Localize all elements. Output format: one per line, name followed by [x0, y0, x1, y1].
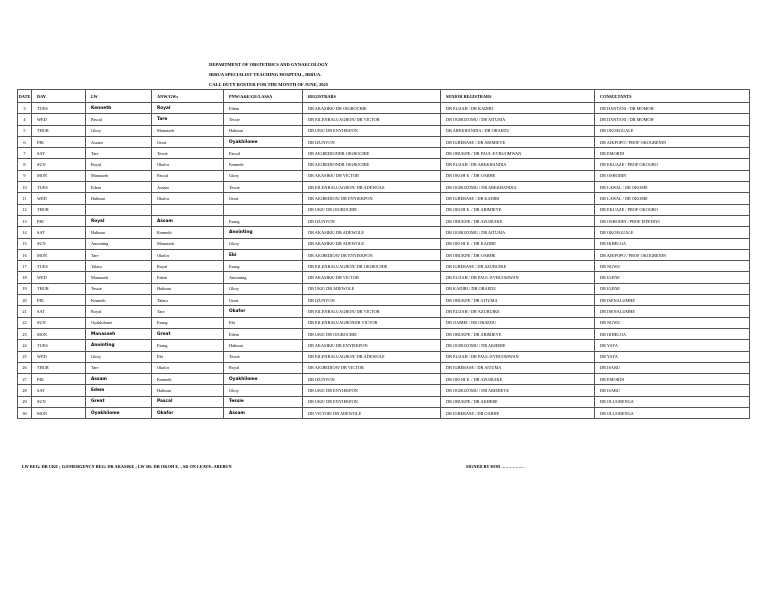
pnw-cell: Glory — [224, 170, 303, 181]
lw-cell: Tare — [86, 249, 152, 260]
pnw-cell: Tessie — [224, 182, 303, 193]
day-cell: SAT — [32, 148, 86, 159]
table-row — [18, 340, 750, 351]
lw-cell: Oyakhilome — [86, 408, 152, 419]
lw-cell: Manasseh — [86, 170, 152, 181]
column-header: LW — [86, 90, 152, 103]
pnw-cell: Tessie — [224, 114, 303, 125]
lw-cell: Manasseh — [86, 328, 152, 339]
senior-registrars-cell: DR OGBOZOMU / DR AKHERE — [441, 340, 595, 351]
lw-cell: Anointing — [86, 340, 152, 351]
consultants-cell: DR IKHELOA — [595, 328, 750, 339]
table-row — [18, 103, 750, 114]
table-row — [18, 114, 750, 125]
registrars-cell: DR UKE/ DR OIGBOCHIE — [303, 204, 441, 215]
consultants-cell: DR DANTANI / DR MOMOH — [595, 103, 750, 114]
senior-registrars-cell: DR OKOH E. / DR AZUBUIKE — [441, 374, 595, 385]
date-cell: 23 — [18, 328, 32, 339]
pnw-cell: Oyakhilome — [224, 374, 303, 385]
day-cell: SUN — [32, 159, 86, 170]
registrars-cell: DR EILENBALUAGBON/ DR VICTOR — [303, 114, 441, 125]
senior-registrars-cell: DR OKOH E. / DR KADIRI — [441, 238, 595, 249]
day-cell: THUR — [32, 362, 86, 373]
consultants-cell: DR NGWU — [595, 261, 750, 272]
day-cell: SAT — [32, 306, 86, 317]
day-cell: MON — [32, 249, 86, 260]
consultants-cell: DR OSHODIN — [595, 170, 750, 181]
table-row — [18, 272, 750, 283]
consultants-cell: DR NGWU — [595, 317, 750, 328]
date-cell: 8 — [18, 159, 32, 170]
table-row — [18, 283, 750, 294]
day-cell: WED — [32, 193, 86, 204]
day-cell: WED — [32, 272, 86, 283]
date-cell: 11 — [18, 193, 32, 204]
duty-roster-table — [17, 89, 750, 419]
lw-cell: Edem — [86, 182, 152, 193]
lw-cell: Tare — [86, 362, 152, 373]
pnw-cell: Kenneth — [224, 159, 303, 170]
consultants-cell: DR DANTANI / DR MOMOH — [595, 114, 750, 125]
senior-registrars-cell: DR ELIJAH / DR PAUL-EVBUOMWAN — [441, 351, 595, 362]
pnw-cell: Glory — [224, 238, 303, 249]
date-cell: 12 — [18, 204, 32, 215]
consultants-cell: DR EKUAZE / PROF OKOGBO — [595, 204, 750, 215]
anw-cell: Tare — [152, 306, 224, 317]
consultants-cell: DR EMORDI — [595, 374, 750, 385]
date-cell: 14 — [18, 227, 32, 238]
senior-registrars-cell: DR OBUKPE / DR AITUMA — [441, 295, 595, 306]
day-cell: TUES — [32, 340, 86, 351]
senior-registrars-cell: DR IGBERASE / DR AZUBUIKE — [441, 261, 595, 272]
pnw-cell: Anointing — [224, 272, 303, 283]
anw-cell: Esang — [152, 340, 224, 351]
date-cell: 25 — [18, 351, 32, 362]
registrars-cell: DR IZUNYON — [303, 295, 441, 306]
senior-registrars-cell: DR KADIRI / DR ORAEDU — [441, 283, 595, 294]
pnw-cell: Ebi — [224, 249, 303, 260]
pnw-cell: Oyakhilome — [224, 136, 303, 147]
footer-notes: LW REG: DR UKE ; G/EMERGENCY REG: DR AKASIKE ; LW SR: DR OKOH E. ; SR ON LEAVE: AREBUN — [22, 464, 232, 469]
pnw-cell: Esang — [224, 215, 303, 226]
anw-cell: Manasseh — [152, 238, 224, 249]
senior-registrars-cell: DR ELIJAH / DR AZUBUIKE — [441, 306, 595, 317]
lw-cell: Royal — [86, 306, 152, 317]
day-cell: FRI — [32, 295, 86, 306]
date-cell: 13 — [18, 215, 32, 226]
consultants-cell: DR EMORDI — [595, 148, 750, 159]
hospital-name: IRRUA SPECIALIST TEACHING HOSPITAL, IRRUA. — [209, 72, 322, 77]
consultants-cell: DR AIKPOPO / PROF OKOGBENIN — [595, 136, 750, 147]
registrars-cell: DR AIGBEDIONDR OIGBOCHIE — [303, 159, 441, 170]
anw-cell: Okafor — [152, 159, 224, 170]
lw-cell: Kenneth — [86, 103, 152, 114]
anw-cell: Royal — [152, 261, 224, 272]
column-header: PNW/A&E/GE/LASSA — [224, 90, 303, 103]
table-row — [18, 362, 750, 373]
consultants-cell: DR ISENALUMHE — [595, 306, 750, 317]
anw-cell: Manasseh — [152, 125, 224, 136]
table-row — [18, 136, 750, 147]
table-row — [18, 261, 750, 272]
anw-cell: Ebi — [152, 351, 224, 362]
document-header — [209, 60, 328, 90]
registrars-cell: DR EILENBALUAGBON/ DR ADEWOLE — [303, 182, 441, 193]
consultants-cell: DR LAWAL / DR OKOME — [595, 182, 750, 193]
anw-cell: Tare — [152, 114, 224, 125]
table-row — [18, 328, 750, 339]
lw-cell — [86, 204, 152, 215]
senior-registrars-cell: DR OGBOZOMU / DR AREKHANDIA — [441, 182, 595, 193]
day-cell: TUES — [32, 182, 86, 193]
senior-registrars-cell: DR OBUKPE / DR ARIMIEYE — [441, 328, 595, 339]
anw-cell: Great — [152, 328, 224, 339]
pnw-cell: Great — [224, 295, 303, 306]
day-cell: MON — [32, 170, 86, 181]
senior-registrars-cell: DR IGBERASE / DR AITUMA — [441, 362, 595, 373]
anw-cell: Talatu — [152, 295, 224, 306]
pnw-cell: Royal — [224, 362, 303, 373]
day-cell: WED — [32, 351, 86, 362]
anw-cell: Assam — [152, 215, 224, 226]
anw-cell: Assam — [152, 182, 224, 193]
date-cell: 9 — [18, 170, 32, 181]
column-header: REGISTRARS — [303, 90, 441, 103]
pnw-cell: Okafor — [224, 306, 303, 317]
day-cell: SUN — [32, 396, 86, 407]
registrars-cell: DR EILENBALUAGBONDR VICTOR — [303, 317, 441, 328]
day-cell: FRI — [32, 215, 86, 226]
pnw-cell: Tessie — [224, 396, 303, 407]
registrars-cell: DR EILENBALUAGBON/ DR ADEWOLE — [303, 351, 441, 362]
lw-cell: Royal — [86, 215, 152, 226]
column-header: SENIOR REGISTRARS — [441, 90, 595, 103]
senior-registrars-cell: DR IGBERASE / DR OARHE — [441, 408, 595, 419]
pnw-cell: Ebi — [224, 317, 303, 328]
anw-cell: Kenneth — [152, 374, 224, 385]
table-row — [18, 238, 750, 249]
senior-registrars-cell: DR OKOH E. / DR OARHE — [441, 170, 595, 181]
registrars-cell: DR AKASIKE/ DR ADEWOLE — [303, 227, 441, 238]
registrars-cell: DR AIGBEDION/ DR ENYIEKPON — [303, 193, 441, 204]
date-cell: 4 — [18, 114, 32, 125]
table-body — [18, 103, 750, 419]
department-title: DEPARTMENT OF OBSTETRICS AND GYNAECOLOGY — [209, 62, 328, 67]
date-cell: 17 — [18, 261, 32, 272]
lw-cell: Talatu — [86, 261, 152, 272]
day-cell: FRI — [32, 374, 86, 385]
table-row — [18, 148, 750, 159]
pnw-cell: Halimat — [224, 340, 303, 351]
pnw-cell — [224, 204, 303, 215]
senior-registrars-cell: DR OBUKPE / DR AKHERE — [441, 396, 595, 407]
consultants-cell: DR ISABU — [595, 362, 750, 373]
lw-cell: Assam — [86, 374, 152, 385]
pnw-cell: Halimat — [224, 125, 303, 136]
consultants-cell: DR OKOEGUALE — [595, 227, 750, 238]
senior-registrars-cell: DR OKOH E. / DR ARIMIEYE — [441, 204, 595, 215]
senior-registrars-cell: DR ELIJAH / DR PAUL-EVBUOMWAN — [441, 272, 595, 283]
day-cell: THUR — [32, 204, 86, 215]
date-cell: 21 — [18, 306, 32, 317]
anw-cell: Pascal — [152, 396, 224, 407]
column-header: CONSULTANTS — [595, 90, 750, 103]
consultants-cell: DR OLUGBENGA — [595, 408, 750, 419]
anw-cell: Okafor — [152, 193, 224, 204]
registrars-cell: DR AIGBEDION/ DR ENYIEKPON — [303, 249, 441, 260]
date-cell: 20 — [18, 295, 32, 306]
date-cell: 16 — [18, 249, 32, 260]
consultants-cell: DR ISABU — [595, 385, 750, 396]
column-header: DAY — [32, 90, 86, 103]
pnw-cell: Glory — [224, 283, 303, 294]
lw-cell: Anointing — [86, 238, 152, 249]
lw-cell: Tessie — [86, 283, 152, 294]
date-cell: 19 — [18, 283, 32, 294]
registrars-cell: DR AKASIKE/ DR VICTOR — [303, 170, 441, 181]
date-cell: 5 — [18, 125, 32, 136]
date-cell: 10 — [18, 182, 32, 193]
table-row — [18, 374, 750, 385]
table-row — [18, 249, 750, 260]
pnw-cell: Anointing — [224, 227, 303, 238]
registrars-cell: DR AKASIKE/ DR OIGBOCHIE — [303, 103, 441, 114]
lw-cell: Great — [86, 396, 152, 407]
table-row — [18, 193, 750, 204]
pnw-cell: Glory — [224, 385, 303, 396]
day-cell: SAT — [32, 227, 86, 238]
table-header-row — [18, 90, 750, 103]
pnw-cell: Assam — [224, 408, 303, 419]
anw-cell — [152, 204, 224, 215]
date-cell: 18 — [18, 272, 32, 283]
senior-registrars-cell: DR AREKHANDIA / DR ORAEDU — [441, 125, 595, 136]
table-row — [18, 295, 750, 306]
pnw-cell: Great — [224, 193, 303, 204]
lw-cell: Oyakhilome — [86, 317, 152, 328]
table-row — [18, 170, 750, 181]
table-row — [18, 182, 750, 193]
day-cell: SUN — [32, 317, 86, 328]
anw-cell: Okafor — [152, 408, 224, 419]
anw-cell: Pascal — [152, 170, 224, 181]
senior-registrars-cell: DR OGBOZOMU / DR ARIMIEYE — [441, 385, 595, 396]
consultants-cell: DR OLUGBENGA — [595, 396, 750, 407]
senior-registrars-cell: DR IGBERASE / DR ARIMIEYE — [441, 136, 595, 147]
day-cell: SAT — [32, 385, 86, 396]
consultants-cell: DR IKHELOA — [595, 238, 750, 249]
anw-cell: Kenneth — [152, 227, 224, 238]
day-cell: TUES — [32, 103, 86, 114]
senior-registrars-cell: DR IGBERASE / DR KADIRI — [441, 193, 595, 204]
consultants-cell: DR YAYA — [595, 340, 750, 351]
date-cell: 22 — [18, 317, 32, 328]
anw-cell: Okafor — [152, 249, 224, 260]
pnw-cell: Edem — [224, 328, 303, 339]
table-row — [18, 317, 750, 328]
senior-registrars-cell: DR OGBOZOMU / DR AITUMA — [441, 114, 595, 125]
lw-cell: Halimat — [86, 193, 152, 204]
day-cell: THUR — [32, 283, 86, 294]
hod-signature: SIGNED BY HOD ……………. — [466, 464, 524, 469]
date-cell: 26 — [18, 362, 32, 373]
lw-cell: Manasseh — [86, 272, 152, 283]
day-cell: WED — [32, 114, 86, 125]
date-cell: 30 — [18, 408, 32, 419]
registrars-cell: DR EILENBALUAGBON/ DR OIGBOCHIE — [303, 261, 441, 272]
senior-registrars-cell: DR OARHE / DR ORAEDU — [441, 317, 595, 328]
date-cell: 27 — [18, 374, 32, 385]
pnw-cell: Esang — [224, 261, 303, 272]
consultants-cell: DR OSHODIN / PROF EIFEDIYI — [595, 215, 750, 226]
pnw-cell: Edem — [224, 103, 303, 114]
lw-cell: Kenneth — [86, 295, 152, 306]
table-row — [18, 227, 750, 238]
roster-title: CALL DUTY ROSTER FOR THE MONTH OF JUNE, 2025 — [209, 82, 329, 87]
consultants-cell: DR IGENE — [595, 272, 750, 283]
lw-cell: Tare — [86, 148, 152, 159]
registrars-cell: DR EILENBALUAGBON/ DR VICTOR — [303, 306, 441, 317]
anw-cell: Tessie — [152, 148, 224, 159]
registrars-cell: DR IZUNYON — [303, 136, 441, 147]
lw-cell: Halimat — [86, 227, 152, 238]
table-row — [18, 396, 750, 407]
date-cell: 15 — [18, 238, 32, 249]
senior-registrars-cell: DR OBUKPE / DR AZUBUIKE — [441, 215, 595, 226]
date-cell: 29 — [18, 396, 32, 407]
senior-registrars-cell: DR OGBOZOMU / DR AITUMA — [441, 227, 595, 238]
registrars-cell: DR UKE/ DR ENYIEKPON — [303, 125, 441, 136]
registrars-cell: DR AKASIKE/ DR VICTOR — [303, 272, 441, 283]
table-row — [18, 159, 750, 170]
consultants-cell: DR ISENALUMHE — [595, 295, 750, 306]
lw-cell: Glory — [86, 351, 152, 362]
anw-cell: Halimat — [152, 283, 224, 294]
senior-registrars-cell: DR ELIJAH / DR KADIRI — [441, 103, 595, 114]
column-header: ANW/GWs — [152, 90, 224, 103]
consultants-cell: DR AIKPOPO / PROF OKOGBENIN — [595, 249, 750, 260]
consultants-cell: DR YAYA — [595, 351, 750, 362]
lw-cell: Royal — [86, 159, 152, 170]
table-row — [18, 306, 750, 317]
table-row — [18, 215, 750, 226]
date-cell: 24 — [18, 340, 32, 351]
senior-registrars-cell: DR ELIJAH / DR AREKHANDIA — [441, 159, 595, 170]
registrars-cell: DR AKASIKE/ DR ADEWOLE — [303, 238, 441, 249]
table-row — [18, 408, 750, 419]
table-row — [18, 385, 750, 396]
day-cell: THUR — [32, 125, 86, 136]
pnw-cell: Pascal — [224, 148, 303, 159]
day-cell: SUN — [32, 238, 86, 249]
anw-cell: Halimat — [152, 385, 224, 396]
consultants-cell: DR LAWAL / DR OKOME — [595, 193, 750, 204]
date-cell: 7 — [18, 148, 32, 159]
registrars-cell: DR AIGBEDION/ DR VICTOR — [303, 362, 441, 373]
anw-cell: Edem — [152, 272, 224, 283]
date-cell: 6 — [18, 136, 32, 147]
day-cell: MON — [32, 328, 86, 339]
lw-cell: Edem — [86, 385, 152, 396]
date-cell: 3 — [18, 103, 32, 114]
senior-registrars-cell: DR OBUKPE / DR OARHE — [441, 249, 595, 260]
registrars-cell: DR AIGBEDIONDR OIGBOCHIE — [303, 148, 441, 159]
registrars-cell: DR UKE/ DR ENYIEKPON — [303, 385, 441, 396]
registrars-cell: DR UKE/ DR ADEWOLE — [303, 283, 441, 294]
consultants-cell: DR IGENE — [595, 283, 750, 294]
table-row — [18, 351, 750, 362]
registrars-cell: DR IZUNYON — [303, 374, 441, 385]
lw-cell: Pascal — [86, 114, 152, 125]
day-cell: MON — [32, 408, 86, 419]
consultants-cell: DR EKUAZE / PROF OKOGBO — [595, 159, 750, 170]
column-header: DATE — [18, 90, 32, 103]
registrars-cell: DR UKE/ DR ENYIEKPON — [303, 396, 441, 407]
day-cell: FRI — [32, 136, 86, 147]
registrars-cell: DR IZUNYON — [303, 215, 441, 226]
anw-cell: Esang — [152, 317, 224, 328]
lw-cell: Assam — [86, 136, 152, 147]
table-row — [18, 125, 750, 136]
date-cell: 28 — [18, 385, 32, 396]
lw-cell: Glory — [86, 125, 152, 136]
consultants-cell: DR OKOEGUALE — [595, 125, 750, 136]
pnw-cell: Tessie — [224, 351, 303, 362]
registrars-cell: DR AKASIKE/ DR ENYIEKPON — [303, 340, 441, 351]
anw-cell: Royal — [152, 103, 224, 114]
registrars-cell: DR VICTOR/ DR ADEWOLE — [303, 408, 441, 419]
table-row — [18, 204, 750, 215]
anw-cell: Okafor — [152, 362, 224, 373]
registrars-cell: DR UKE/ DR OIGBOCHIE — [303, 328, 441, 339]
senior-registrars-cell: DR OBUKPE / DR PAUL-EVBUOMWAN — [441, 148, 595, 159]
anw-cell: Great — [152, 136, 224, 147]
day-cell: TUES — [32, 261, 86, 272]
